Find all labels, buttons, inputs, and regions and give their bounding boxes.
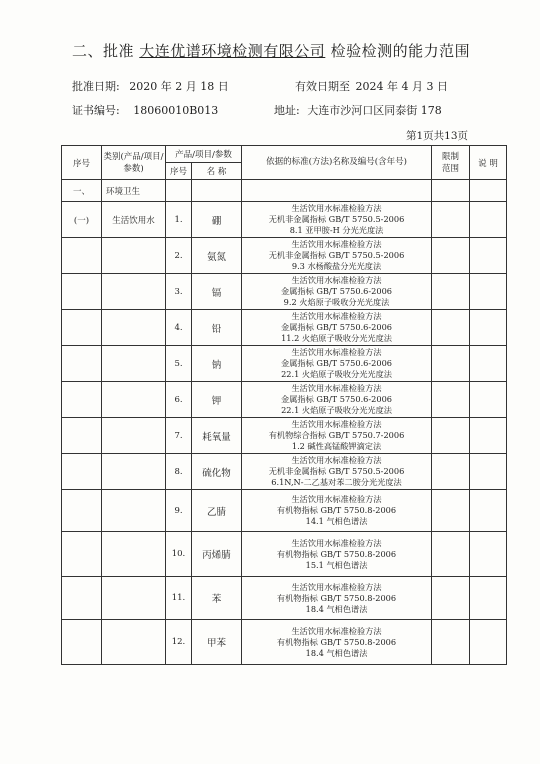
row-limit <box>432 454 470 490</box>
row-group-seq <box>62 454 102 490</box>
table-row <box>62 382 507 418</box>
row-standard <box>242 454 432 490</box>
row-item-name: 钾 <box>192 382 242 418</box>
row-standard <box>242 382 432 418</box>
row-note <box>470 274 507 310</box>
row-note <box>470 238 507 274</box>
standard-line: 生活饮用水标准检验方法 <box>291 494 382 504</box>
header-limit: 限制范围 <box>432 146 470 180</box>
company-name: 大连优谱环境检测有限公司 <box>139 42 326 60</box>
row-group-seq <box>62 577 102 620</box>
standard-line: 18.4 气相色谱法 <box>305 647 368 658</box>
row-number: 1. <box>166 202 192 238</box>
approval-date-value: 2020 年 2 月 18 日 <box>129 80 229 93</box>
row-group-seq <box>62 346 102 382</box>
header-product-group: 产品/项目/参数 <box>166 146 242 163</box>
row-note <box>470 346 507 382</box>
row-group-seq <box>62 418 102 454</box>
header-sub-name: 名 称 <box>192 163 242 180</box>
valid-date-value: 2024 年 4 月 3 日 <box>355 80 448 93</box>
standard-line: 有机物指标 GB/T 5750.8-2006 <box>276 548 397 559</box>
standard-line: 金属指标 GB/T 5750.6-2006 <box>281 358 392 368</box>
row-standard <box>242 490 432 532</box>
standard-line: 生活饮用水标准检验方法 <box>291 581 382 592</box>
standard-line: 生活饮用水标准检验方法 <box>291 383 382 393</box>
page-title <box>72 40 470 61</box>
row-item-name: 苯 <box>192 577 242 620</box>
row-standard <box>242 620 432 665</box>
row-group-seq <box>62 310 102 346</box>
row-limit <box>432 490 470 532</box>
approval-date-label: 批准日期: <box>72 80 120 93</box>
row-limit <box>432 202 470 238</box>
standard-line: 1.2 碱性高锰酸钾滴定法 <box>291 441 382 451</box>
row-group-seq <box>62 274 102 310</box>
row-limit <box>432 620 470 665</box>
table-row <box>62 577 507 620</box>
row-item-name: 硫化物 <box>192 454 242 490</box>
row-number: 11. <box>166 577 192 620</box>
row-note <box>470 490 507 532</box>
table-row <box>62 310 507 346</box>
table-row <box>62 454 507 490</box>
standard-line: 生活饮用水标准检验方法 <box>291 311 382 321</box>
standard-line: 18.4 气相色谱法 <box>305 603 368 614</box>
row-group-name <box>102 418 166 454</box>
row-number: 9. <box>166 490 192 532</box>
standard-line: 无机非金属指标 GB/T 5750.5-2006 <box>268 250 405 260</box>
row-number: 7. <box>166 418 192 454</box>
standard-line: 有机物指标 GB/T 5750.8-2006 <box>276 636 397 647</box>
row-group-seq <box>62 532 102 577</box>
row-group-seq: (一) <box>62 202 102 238</box>
standard-line: 6.1N,N-二乙基对苯二胺分光光度法 <box>271 477 402 487</box>
row-group-name <box>102 274 166 310</box>
standard-line: 无机非金属指标 GB/T 5750.5-2006 <box>268 214 405 224</box>
row-number: 5. <box>166 346 192 382</box>
standard-line: 生活饮用水标准检验方法 <box>291 239 382 249</box>
row-limit <box>432 418 470 454</box>
row-number: 4. <box>166 310 192 346</box>
valid-label: 有效日期至 <box>295 80 350 93</box>
row-group-name <box>102 310 166 346</box>
standard-line: 生活饮用水标准检验方法 <box>291 455 382 465</box>
row-group-name <box>102 346 166 382</box>
row-group-name <box>102 532 166 577</box>
table-row <box>62 274 507 310</box>
standard-line: 生活饮用水标准检验方法 <box>291 275 382 285</box>
standard-line: 金属指标 GB/T 5750.6-2006 <box>281 286 392 296</box>
header-sub-seq: 序号 <box>166 163 192 180</box>
row-limit <box>432 310 470 346</box>
row-note <box>470 202 507 238</box>
row-standard <box>242 346 432 382</box>
standard-line: 金属指标 GB/T 5750.6-2006 <box>281 322 392 332</box>
section-name: 环境卫生 <box>102 180 166 202</box>
table-row <box>62 620 507 665</box>
standard-line: 生活饮用水标准检验方法 <box>291 537 382 548</box>
title-prefix: 二、批准 <box>72 42 135 60</box>
approval-date <box>72 78 229 94</box>
row-group-name <box>102 490 166 532</box>
standard-line: 有机物指标 GB/T 5750.8-2006 <box>276 592 397 603</box>
row-group-name <box>102 382 166 418</box>
row-standard <box>242 238 432 274</box>
header-seq: 序号 <box>62 146 102 180</box>
row-item-name: 耗氧量 <box>192 418 242 454</box>
section-seq: 一、 <box>62 180 102 202</box>
standard-line: 22.1 火焰原子吸收分光光度法 <box>281 405 392 415</box>
standard-line: 有机物综合指标 GB/T 5750.7-2006 <box>268 430 405 440</box>
standard-line: 15.1 气相色谱法 <box>305 559 368 570</box>
row-limit <box>432 577 470 620</box>
row-standard <box>242 418 432 454</box>
row-item-name: 镉 <box>192 274 242 310</box>
certificate-number <box>72 102 218 118</box>
row-number: 3. <box>166 274 192 310</box>
header-standard: 依据的标准(方法)名称及编号(含年号) <box>242 146 432 180</box>
row-item-name: 乙腈 <box>192 490 242 532</box>
header-category: 类别(产品/项目/参数) <box>102 146 166 180</box>
row-note <box>470 382 507 418</box>
row-item-name: 钠 <box>192 346 242 382</box>
row-group-name <box>102 577 166 620</box>
capability-table <box>61 145 506 665</box>
row-group-seq <box>62 620 102 665</box>
row-note <box>470 310 507 346</box>
standard-line: 生活饮用水标准检验方法 <box>291 419 382 429</box>
row-group-name <box>102 238 166 274</box>
table-row <box>62 532 507 577</box>
row-note <box>470 532 507 577</box>
standard-line: 金属指标 GB/T 5750.6-2006 <box>281 394 392 404</box>
row-limit <box>432 346 470 382</box>
row-standard <box>242 532 432 577</box>
standard-line: 生活饮用水标准检验方法 <box>291 347 382 357</box>
row-item-name: 铅 <box>192 310 242 346</box>
row-limit <box>432 382 470 418</box>
row-group-seq <box>62 238 102 274</box>
row-number: 12. <box>166 620 192 665</box>
address <box>274 102 442 118</box>
standard-line: 8.1 亚甲胺-H 分光光度法 <box>289 225 384 235</box>
cert-label: 证书编号: <box>72 104 120 117</box>
row-number: 6. <box>166 382 192 418</box>
row-limit <box>432 274 470 310</box>
standard-line: 11.2 火焰原子吸收分光光度法 <box>281 333 392 343</box>
row-item-name: 氨氮 <box>192 238 242 274</box>
table-row <box>62 490 507 532</box>
standard-line: 9.2 火焰原子吸收分光光度法 <box>283 297 390 307</box>
standard-line: 有机物指标 GB/T 5750.8-2006 <box>276 505 397 515</box>
row-item-name: 丙烯腈 <box>192 532 242 577</box>
row-standard <box>242 274 432 310</box>
row-group-seq <box>62 490 102 532</box>
table-row <box>62 346 507 382</box>
row-number: 10. <box>166 532 192 577</box>
row-group-name: 生活饮用水 <box>102 202 166 238</box>
section-row <box>62 180 507 202</box>
standard-line: 14.1 气相色谱法 <box>305 516 368 526</box>
row-note <box>470 418 507 454</box>
row-group-name <box>102 620 166 665</box>
standard-line: 无机非金属指标 GB/T 5750.5-2006 <box>268 466 405 476</box>
row-item-name: 甲苯 <box>192 620 242 665</box>
table-row <box>62 202 507 238</box>
row-number: 8. <box>166 454 192 490</box>
title-suffix: 检验检测的能力范围 <box>330 42 471 60</box>
standard-line: 9.3 水杨酸盐分光光度法 <box>291 261 382 271</box>
row-limit <box>432 238 470 274</box>
row-limit <box>432 532 470 577</box>
table-row <box>62 238 507 274</box>
standard-line: 生活饮用水标准检验方法 <box>291 625 382 636</box>
standard-line: 生活饮用水标准检验方法 <box>291 203 382 213</box>
row-standard <box>242 577 432 620</box>
cert-value: 18060010B013 <box>133 104 219 117</box>
table-row <box>62 418 507 454</box>
row-note <box>470 620 507 665</box>
header-note: 说 明 <box>470 146 507 180</box>
row-group-seq <box>62 382 102 418</box>
address-label: 地址: <box>274 104 300 117</box>
row-note <box>470 454 507 490</box>
row-number: 2. <box>166 238 192 274</box>
row-standard <box>242 310 432 346</box>
page-count: 第1页共13页 <box>405 130 468 142</box>
row-note <box>470 577 507 620</box>
row-standard <box>242 202 432 238</box>
row-item-name: 硼 <box>192 202 242 238</box>
valid-until <box>295 78 448 94</box>
row-group-name <box>102 454 166 490</box>
address-value: 大连市沙河口区同泰街 178 <box>307 104 442 117</box>
standard-line: 22.1 火焰原子吸收分光光度法 <box>281 369 392 379</box>
